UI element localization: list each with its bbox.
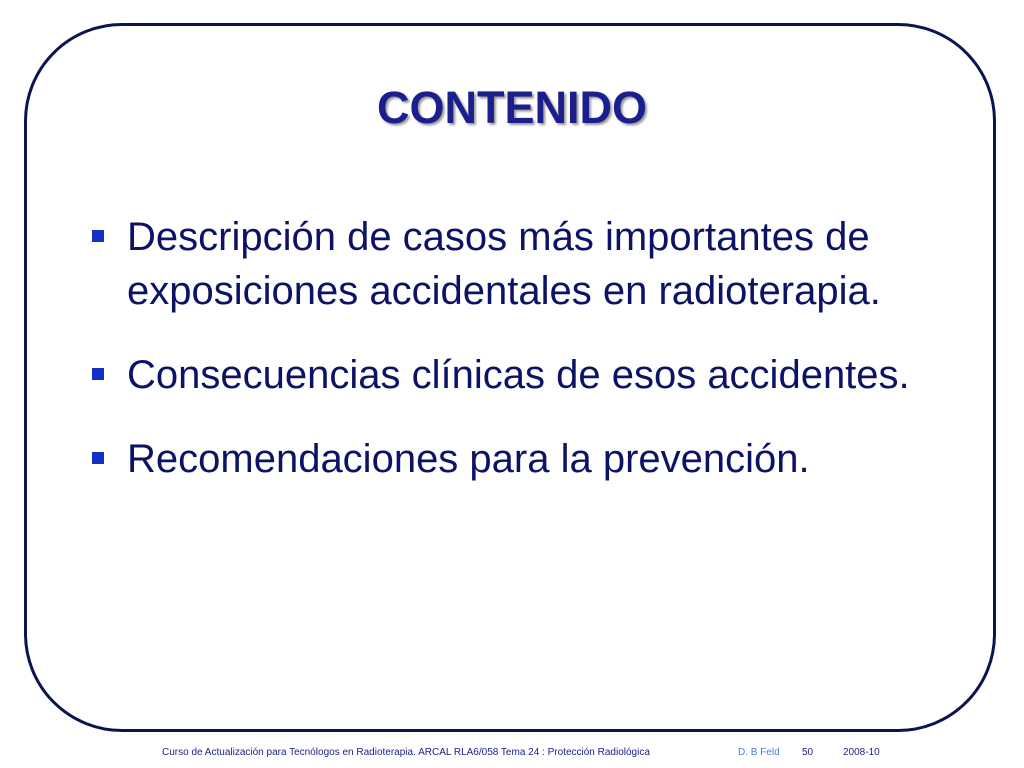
square-bullet-icon [92,368,104,380]
bullet-text: Recomendaciones para la prevención. [127,437,810,481]
bullet-text: Consecuencias clínicas de esos accidentes. [127,353,910,397]
bullet-list [90,210,950,516]
square-bullet-icon [92,452,104,464]
footer-course-text: Curso de Actualización para Tecnólogos en Radioterapia. ARCAL RLA6/058 Tema 24 : Protección Radiológica [162,747,650,758]
footer-author: D. B Feld [738,747,780,758]
bullet-item [90,348,950,402]
bullet-text: Descripción de casos más importantes de exposiciones accidentales en radioterapia. [127,215,881,313]
footer-date: 2008-10 [843,747,880,758]
slide-footer [0,745,1024,761]
bullet-item [90,210,950,318]
square-bullet-icon [92,230,104,242]
bullet-item [90,432,950,486]
slide-title: CONTENIDO [377,82,647,133]
footer-page-number: 50 [802,747,814,758]
